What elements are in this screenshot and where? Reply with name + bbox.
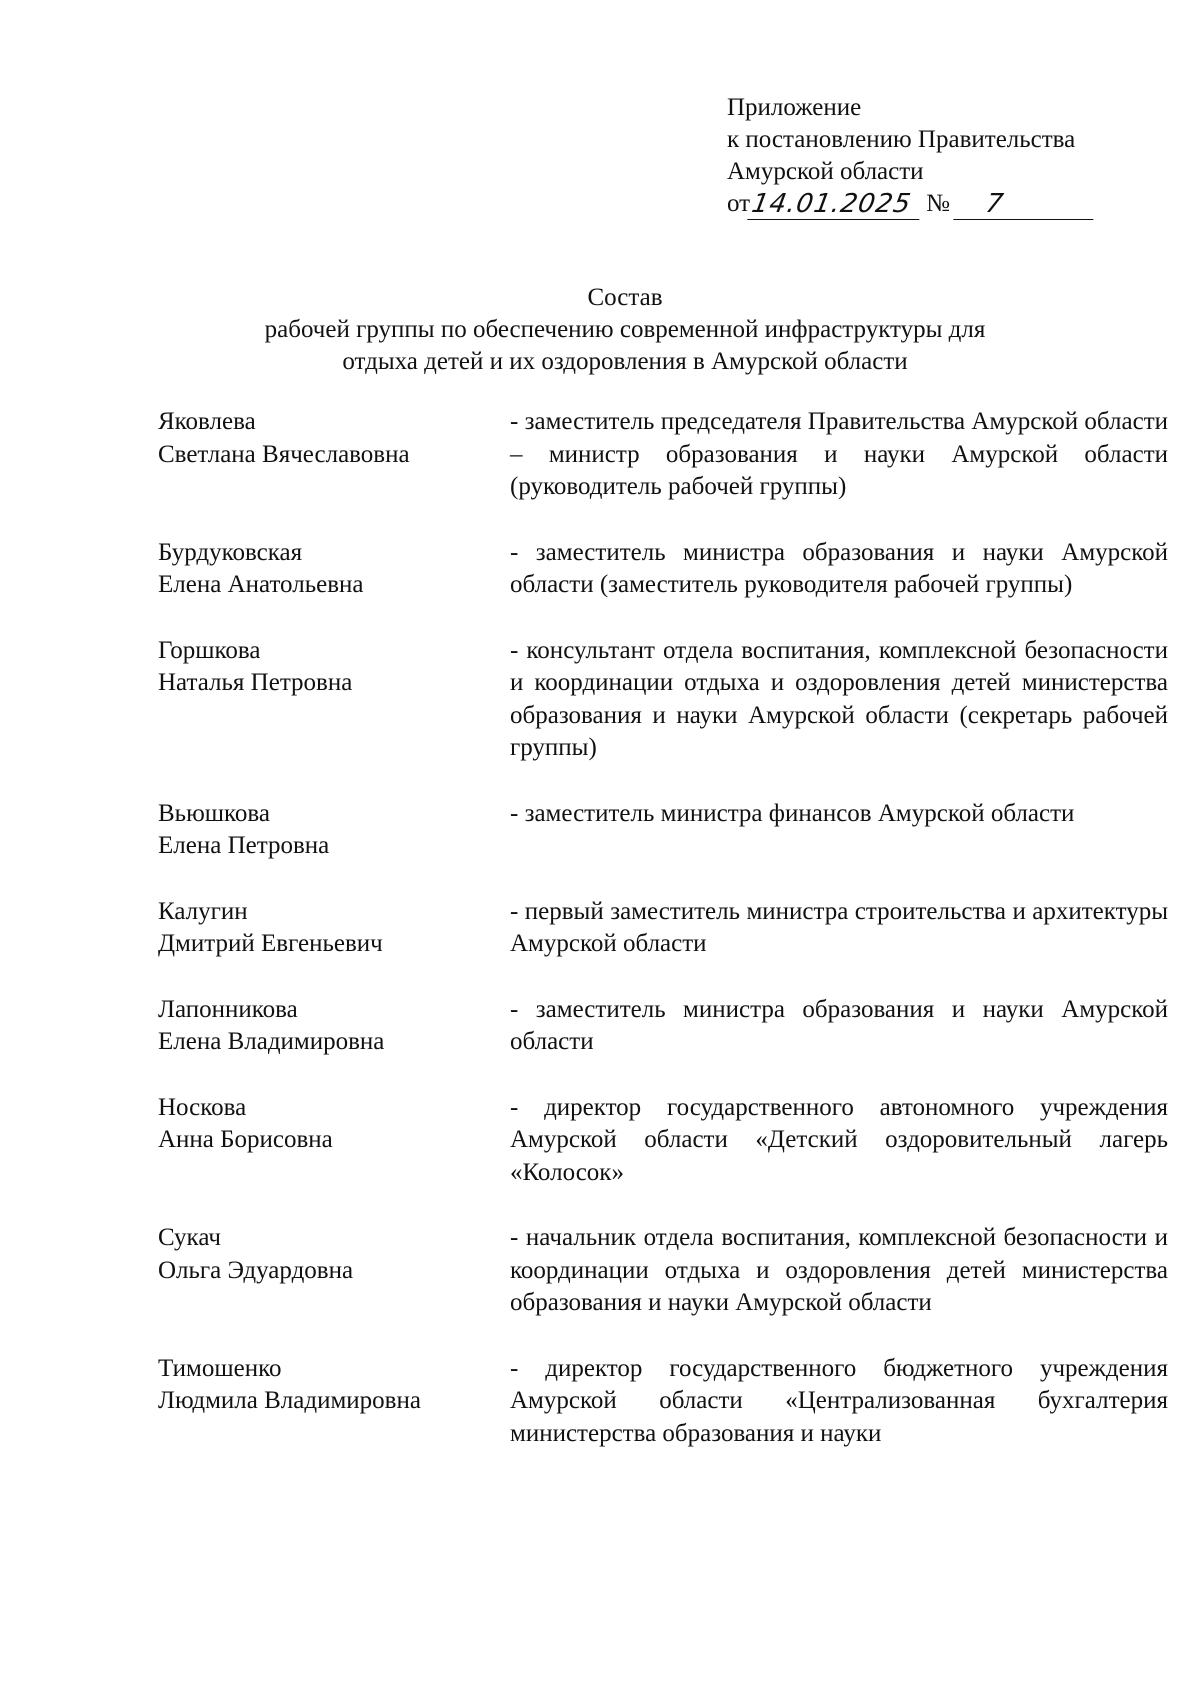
member-row — [158, 798, 1168, 863]
member-position: - заместитель председателя Правительства Амурской области – министр образования и науки Амурской области (руководитель рабочей группы) — [510, 408, 1168, 500]
member-surname: Яковлева — [158, 408, 256, 435]
member-row — [158, 896, 1168, 961]
member-position: - директор государственного автономного учреждения Амурской области «Детский оздоровительный лагерь «Колосок» — [510, 1093, 1168, 1186]
member-name — [158, 798, 510, 863]
member-position: - консультант отдела воспитания, комплексной безопасности и координации отдыха и оздоровления детей министерства образования и науки Амурской области (секретарь рабочей группы) — [510, 636, 1168, 761]
member-name — [158, 1222, 510, 1320]
title-line-2: рабочей группы по обеспечению современной инфраструктуры для — [264, 316, 986, 343]
member-position: - заместитель министра образования и науки Амурской области (заместитель руководителя рабочей группы) — [510, 538, 1168, 598]
member-given-name: Наталья Петровна — [158, 669, 353, 696]
appendix-label: Приложение — [727, 94, 862, 121]
member-row — [158, 1222, 1168, 1320]
member-surname: Горшкова — [158, 636, 261, 664]
member-row — [158, 1092, 1168, 1190]
member-position: - директор государственного бюджетного учреждения Амурской области «Централизованная бухгалтерия министерства образования и науки — [510, 1354, 1168, 1447]
member-row — [158, 406, 1168, 504]
number-label: № — [926, 190, 950, 217]
member-position: - начальник отдела воспитания, комплексной безопасности и координации отдыха и оздоровления детей министерства образования и науки Амурской области — [510, 1224, 1168, 1316]
member-given-name: Елена Петровна — [158, 832, 330, 859]
handwritten-date: 14.01.2025 — [747, 189, 924, 220]
member-name — [158, 406, 510, 504]
members-list — [158, 406, 1168, 1483]
member-surname: Бурдуковская — [158, 538, 303, 566]
member-given-name: Анна Борисовна — [158, 1126, 333, 1153]
member-given-name: Елена Владимировна — [158, 1028, 385, 1055]
member-given-name: Елена Анатольевна — [158, 571, 364, 598]
member-row — [158, 635, 1168, 765]
appendix-resolution-ref: к постановлению Правительства — [727, 126, 1076, 153]
member-name — [158, 635, 510, 765]
member-surname: Сукач — [158, 1224, 221, 1251]
member-surname: Тимошенко — [158, 1354, 282, 1382]
member-position: - заместитель министра финансов Амурской области — [510, 799, 1075, 827]
document-title — [200, 282, 1050, 378]
member-row — [158, 1353, 1168, 1451]
member-surname: Носкова — [158, 1093, 247, 1121]
member-name — [158, 537, 510, 602]
appendix-date-row — [727, 188, 1096, 220]
member-surname: Лапонникова — [158, 995, 298, 1023]
title-line-1: Состав — [587, 284, 663, 311]
member-surname: Калугин — [158, 897, 248, 925]
member-position: - первый заместитель министра строительства и архитектуры Амурской области — [510, 897, 1168, 957]
appendix-header — [727, 92, 1096, 220]
member-row — [158, 537, 1168, 602]
handwritten-number: 7 — [953, 189, 1098, 220]
member-row — [158, 994, 1168, 1059]
member-name — [158, 994, 510, 1059]
member-name — [158, 896, 510, 961]
member-given-name: Светлана Вячеславовна — [158, 440, 410, 468]
member-given-name: Дмитрий Евгеньевич — [158, 930, 383, 957]
member-position: - заместитель министра образования и науки Амурской области — [510, 995, 1168, 1055]
title-line-3: отдыха детей и их оздоровления в Амурской области — [342, 348, 908, 375]
appendix-region: Амурской области — [727, 158, 924, 185]
member-name — [158, 1092, 510, 1190]
member-given-name: Людмила Владимировна — [158, 1387, 421, 1414]
member-name — [158, 1353, 510, 1451]
member-surname: Вьюшкова — [158, 799, 270, 827]
member-given-name: Ольга Эдуардовна — [158, 1256, 354, 1284]
date-prefix: от — [727, 190, 751, 217]
